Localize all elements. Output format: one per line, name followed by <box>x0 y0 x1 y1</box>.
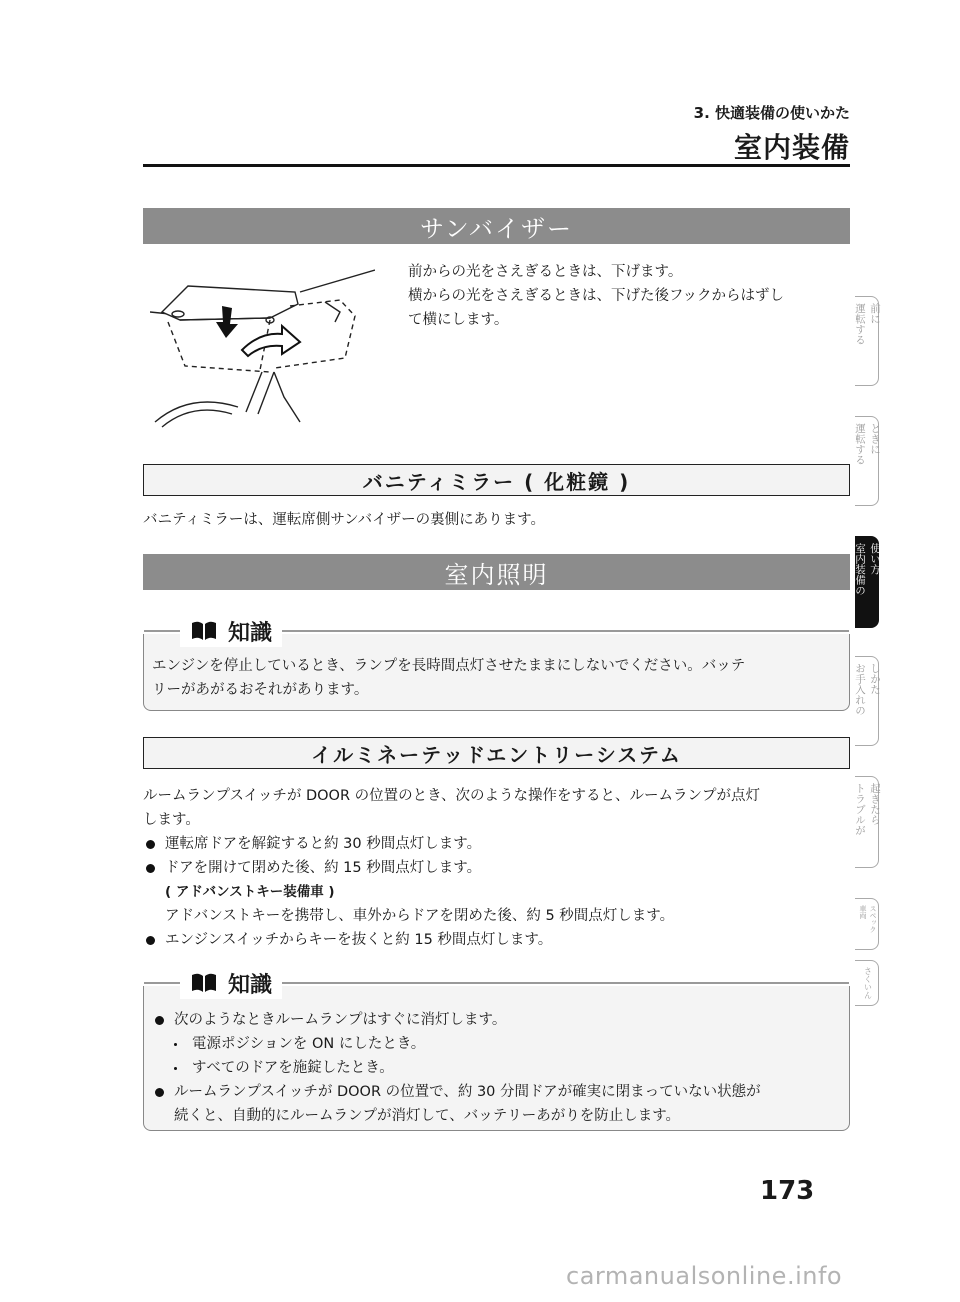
interior-light-banner: 室内照明 <box>143 554 850 590</box>
side-tab-troubleshooting[interactable] <box>855 776 879 868</box>
sun-visor-line: 前からの光をさえぎるときは、下げます。 <box>408 264 683 280</box>
list-item <box>152 1080 839 1128</box>
sub-list-item: すべてのドアを施錠したとき。 <box>166 1056 839 1080</box>
vanity-mirror-heading: バニティミラー ( 化粧鏡 ) <box>143 464 850 496</box>
knowledge-line: リーがあがるおそれがあります。 <box>152 682 369 698</box>
side-tab-label: 運転する <box>854 423 866 465</box>
knowledge-box <box>143 972 850 1131</box>
side-tab-before-driving[interactable] <box>855 296 879 386</box>
watermark: carmanualsonline.info <box>566 1262 843 1290</box>
knowledge-label: 知識 <box>228 620 273 646</box>
list-item: 次のようなときルームランプはすぐに消灯します。 <box>152 1008 839 1032</box>
side-tab-label: 運転する <box>854 303 866 345</box>
header-rule <box>143 164 850 167</box>
list-item-line: 続くと、自動的にルームランプが消灯して、バッテリーあがりを防止します。 <box>174 1108 681 1124</box>
page-number: 173 <box>760 1176 815 1206</box>
knowledge-title <box>144 968 849 998</box>
side-tab-label: 起きたら <box>869 783 881 825</box>
sun-visor-line: 横からの光をさえぎるときは、下げた後フックからはずし <box>408 288 784 304</box>
sun-visor-description <box>408 260 853 332</box>
side-tab-label: しかた <box>869 663 881 695</box>
sun-visor-banner: サンバイザー <box>143 208 850 244</box>
side-tab-maintenance[interactable] <box>855 656 879 746</box>
list-item-line: ルームランプスイッチが DOOR の位置で、約 30 分間ドアが確実に閉まっていない状態が <box>174 1084 761 1100</box>
intro-line: ルームランプスイッチが DOOR の位置のとき、次のような操作をすると、ルームランプが点灯 <box>143 788 761 804</box>
sun-visor-illustration <box>150 262 375 430</box>
list-item: 運転席ドアを解錠すると約 30 秒間点灯します。 <box>143 832 855 856</box>
side-tab-label: スペック <box>869 905 877 933</box>
side-tab-when-driving[interactable] <box>855 416 879 506</box>
knowledge-line: エンジンを停止しているとき、ランプを長時間点灯させたままにしないでください。バッテ <box>152 658 746 674</box>
note-text: アドバンストキーを携帯し、車外からドアを閉めた後、約 5 秒間点灯します。 <box>165 908 675 924</box>
sun-visor-line: て横にします。 <box>408 312 509 328</box>
list-item: エンジンスイッチからキーを抜くと約 15 秒間点灯します。 <box>143 928 855 952</box>
side-tab-label: さくいん <box>863 967 873 999</box>
illuminated-entry-body <box>143 784 855 952</box>
book-icon <box>190 620 218 642</box>
side-tab-label: 室内装備の <box>854 543 866 596</box>
book-icon <box>190 972 218 994</box>
vanity-mirror-text: バニティミラーは、運転席側サンバイザーの裏側にあります。 <box>143 512 545 528</box>
side-tab-label: お手入れの <box>854 663 866 716</box>
section-title: 室内装備 <box>733 131 850 164</box>
side-tab-label: 前に <box>869 303 881 324</box>
side-tab-index[interactable] <box>855 960 879 1006</box>
knowledge-title <box>144 616 849 646</box>
sub-list-item: 電源ポジションを ON にしたとき。 <box>166 1032 839 1056</box>
note-heading: ( アドバンストキー装備車 ) <box>165 884 335 900</box>
list-item: ドアを開けて閉めた後、約 15 秒間点灯します。 <box>143 856 855 880</box>
side-tab-label: 車両 <box>859 905 867 919</box>
side-tab-label: ときに <box>869 423 881 455</box>
intro-line: します。 <box>143 812 200 828</box>
side-tab-specifications[interactable] <box>855 898 879 950</box>
knowledge-label: 知識 <box>228 972 273 998</box>
knowledge-box <box>143 620 850 711</box>
illuminated-entry-heading: イルミネーテッドエントリーシステム <box>143 737 850 769</box>
chapter-title: 3. 快適装備の使いかた <box>693 104 850 122</box>
side-tab-label: トラブルが <box>854 783 866 836</box>
side-tab-interior-equipment[interactable] <box>855 536 879 628</box>
side-tab-label: 使い方 <box>869 543 881 575</box>
